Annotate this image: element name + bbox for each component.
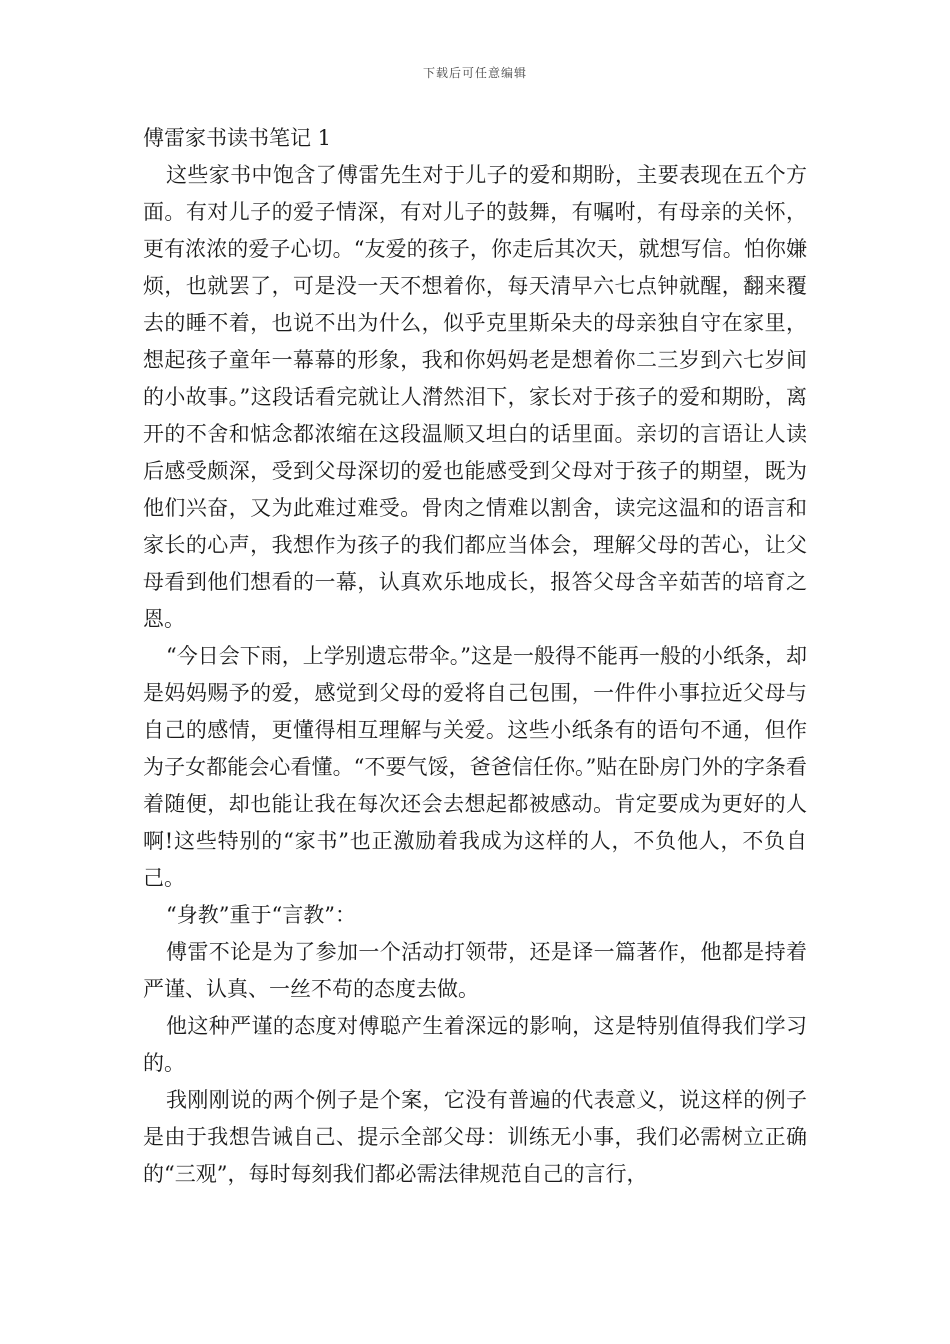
paragraph-section-heading: “身教”重于“言教”：: [166, 903, 356, 927]
document-body: [143, 120, 807, 1193]
paragraph-love-and-hope: 这些家书中饱含了傅雷先生对于儿子的爱和期盼，主要表现在五个方面。有对儿子的爱子情深，有对儿子的鼓舞，有嘱咐，有母亲的关怀，更有浓浓的爱子心切。“友爱的孩子，你走后其次天，就想写信。怕你嫌烦，也就罢了，可是没一天不想着你，每天清早六七点钟就醒，翻来覆去的睡不着，也说不出为什么，似乎克里斯朵夫的母亲独自守在家里，想起孩子童年一幕幕的形象，我和你妈妈老是想着你二三岁到六七岁间的小故事。”这段话看完就让人潸然泪下，家长对于孩子的爱和期盼，离开的不舍和惦念都浓缩在这段温顺又坦白的话里面。亲切的言语让人读后感受颇深，受到父母深切的爱也能感受到父母对于孩子的期望，既为他们兴奋，又为此难过难受。骨肉之情难以割舍，读完这温和的语言和家长的心声，我想作为孩子的我们都应当体会，理解父母的苦心，让父母看到他们想看的一幕，认真欢乐地成长，报答父母含辛茹苦的培育之恩。: [143, 163, 807, 631]
document-title: 傅雷家书读书笔记 1: [143, 126, 332, 150]
paragraph-examples: 我刚刚说的两个例子是个案，它没有普遍的代表意义，说这样的例子是由于我想告诫自己、提示全部父母：训练无小事，我们必需树立正确的“三观”，每时每刻我们都必需法律规范自己的言行，: [143, 1088, 807, 1186]
paragraph-fu-lei-attitude: 傅雷不论是为了参加一个活动打领带，还是译一篇著作，他都是持着严谨、认真、一丝不苟的态度去做。: [143, 940, 807, 1001]
paragraph-influence: 他这种严谨的态度对傅聪产生着深远的影响，这是特别值得我们学习的。: [143, 1014, 807, 1075]
page-header: 下载后可任意编辑: [422, 66, 527, 80]
paragraph-small-notes: “今日会下雨，上学别遗忘带伞。”这是一般得不能再一般的小纸条，却是妈妈赐予的爱，感觉到父母的爱将自己包围，一件件小事拉近父母与自己的感情，更懂得相互理解与关爱。这些小纸条有的语句不通，但作为子女都能会心看懂。“不要气馁，爸爸信任你。”贴在卧房门外的字条看着随便，却也能让我在每次还会去想起都被感动。肯定要成为更好的人啊!这些特别的“家书”也正激励着我成为这样的人，不负他人，不负自己。: [143, 644, 807, 890]
